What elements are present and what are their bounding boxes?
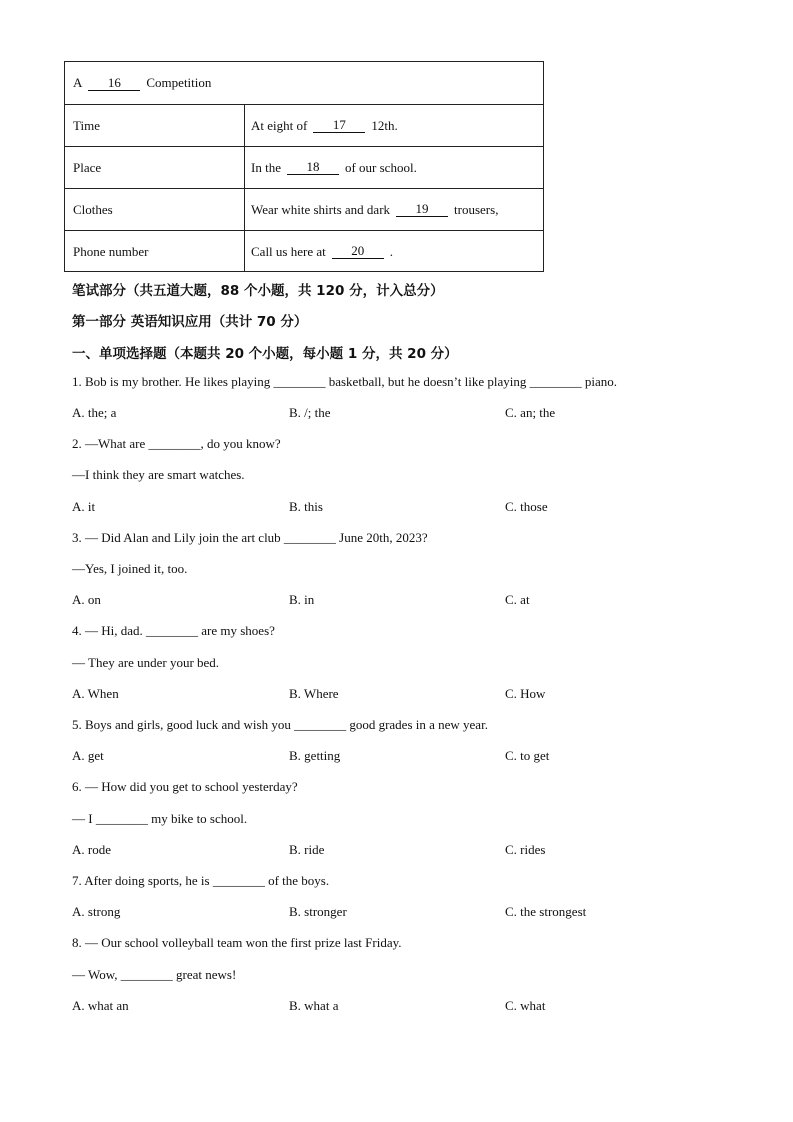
answer-option-a[interactable]: A. what an (72, 998, 129, 1013)
question-dialogue-line: — I ________ my bike to school. (72, 811, 248, 826)
blank-20: 20 (332, 244, 384, 259)
section1-heading: 一、单项选择题（本题共 20 个小题，每小题 1 分，共 20 分） (72, 346, 458, 362)
answer-option-c[interactable]: C. to get (505, 748, 550, 763)
row-label: Time (73, 117, 100, 133)
answer-option-c[interactable]: C. How (505, 686, 546, 701)
title-suffix: Competition (146, 75, 212, 90)
row-label: Clothes (73, 201, 113, 217)
row-suffix: of our school. (344, 159, 417, 175)
row-prefix: At eight of (251, 117, 308, 133)
row-suffix: . (389, 243, 393, 259)
part1-heading: 第一部分 英语知识应用（共计 70 分） (72, 314, 308, 330)
question-stem: 3. — Did Alan and Lily join the art club ________ June 20th, 2023? (72, 530, 428, 545)
answer-option-c[interactable]: C. those (505, 499, 548, 514)
answer-option-b[interactable]: B. /; the (289, 405, 331, 420)
question-dialogue-line: —I think they are smart watches. (72, 467, 245, 482)
answer-option-b[interactable]: B. Where (289, 686, 339, 701)
row-suffix: 12th. (371, 117, 398, 133)
question-stem: 7. After doing sports, he is ________ of the boys. (72, 873, 330, 888)
blank-18: 18 (287, 160, 339, 175)
written-part-heading: 笔试部分（共五道大题，88 个小题，共 120 分，计入总分） (72, 283, 444, 299)
answer-option-a[interactable]: A. When (72, 686, 119, 701)
question-stem: 5. Boys and girls, good luck and wish you ________ good grades in a new year. (72, 717, 488, 732)
blank-17: 17 (313, 118, 365, 133)
answer-option-c[interactable]: C. at (505, 592, 530, 607)
question-dialogue-line: —Yes, I joined it, too. (72, 561, 188, 576)
answer-option-b[interactable]: B. stronger (289, 904, 347, 919)
row-suffix: trousers, (454, 201, 499, 217)
answer-option-a[interactable]: A. it (72, 499, 96, 514)
question-stem: 8. — Our school volleyball team won the first prize last Friday. (72, 935, 402, 950)
row-prefix: Wear white shirts and dark (251, 201, 391, 217)
blank-16: 16 (88, 76, 140, 91)
answer-option-c[interactable]: C. what (505, 998, 546, 1013)
question-dialogue-line: — They are under your bed. (72, 655, 220, 670)
question-stem: 4. — Hi, dad. ________ are my shoes? (72, 623, 275, 638)
row-prefix: In the (251, 159, 281, 175)
answer-option-a[interactable]: A. get (72, 748, 104, 763)
answer-option-a[interactable]: A. rode (72, 842, 111, 857)
notice-table (64, 61, 544, 272)
answer-option-b[interactable]: B. what a (289, 998, 339, 1013)
question-dialogue-line: — Wow, ________ great news! (72, 967, 237, 982)
table-row-place (65, 146, 543, 188)
title-prefix: A (73, 75, 83, 90)
row-prefix: Call us here at (251, 243, 326, 259)
answer-option-a[interactable]: A. the; a (72, 405, 117, 420)
table-row-time (65, 104, 543, 146)
blank-19: 19 (396, 202, 448, 217)
answer-option-c[interactable]: C. an; the (505, 405, 556, 420)
table-column-divider (244, 104, 245, 271)
question-stem: 6. — How did you get to school yesterday? (72, 779, 298, 794)
question-stem: 1. Bob is my brother. He likes playing ________ basketball, but he doesn’t like playing ________ piano. (72, 374, 617, 389)
answer-option-b[interactable]: B. getting (289, 748, 341, 763)
row-label: Place (73, 159, 102, 175)
answer-option-c[interactable]: C. rides (505, 842, 546, 857)
table-row-clothes (65, 188, 543, 230)
answer-option-a[interactable]: A. strong (72, 904, 121, 919)
row-label: Phone number (73, 243, 149, 259)
answer-option-b[interactable]: B. this (289, 499, 323, 514)
question-stem: 2. —What are ________, do you know? (72, 436, 281, 451)
table-title-row (65, 62, 543, 104)
answer-option-b[interactable]: B. in (289, 592, 315, 607)
answer-option-a[interactable]: A. on (72, 592, 101, 607)
answer-option-c[interactable]: C. the strongest (505, 904, 587, 919)
table-row-phone (65, 230, 543, 272)
answer-option-b[interactable]: B. ride (289, 842, 325, 857)
